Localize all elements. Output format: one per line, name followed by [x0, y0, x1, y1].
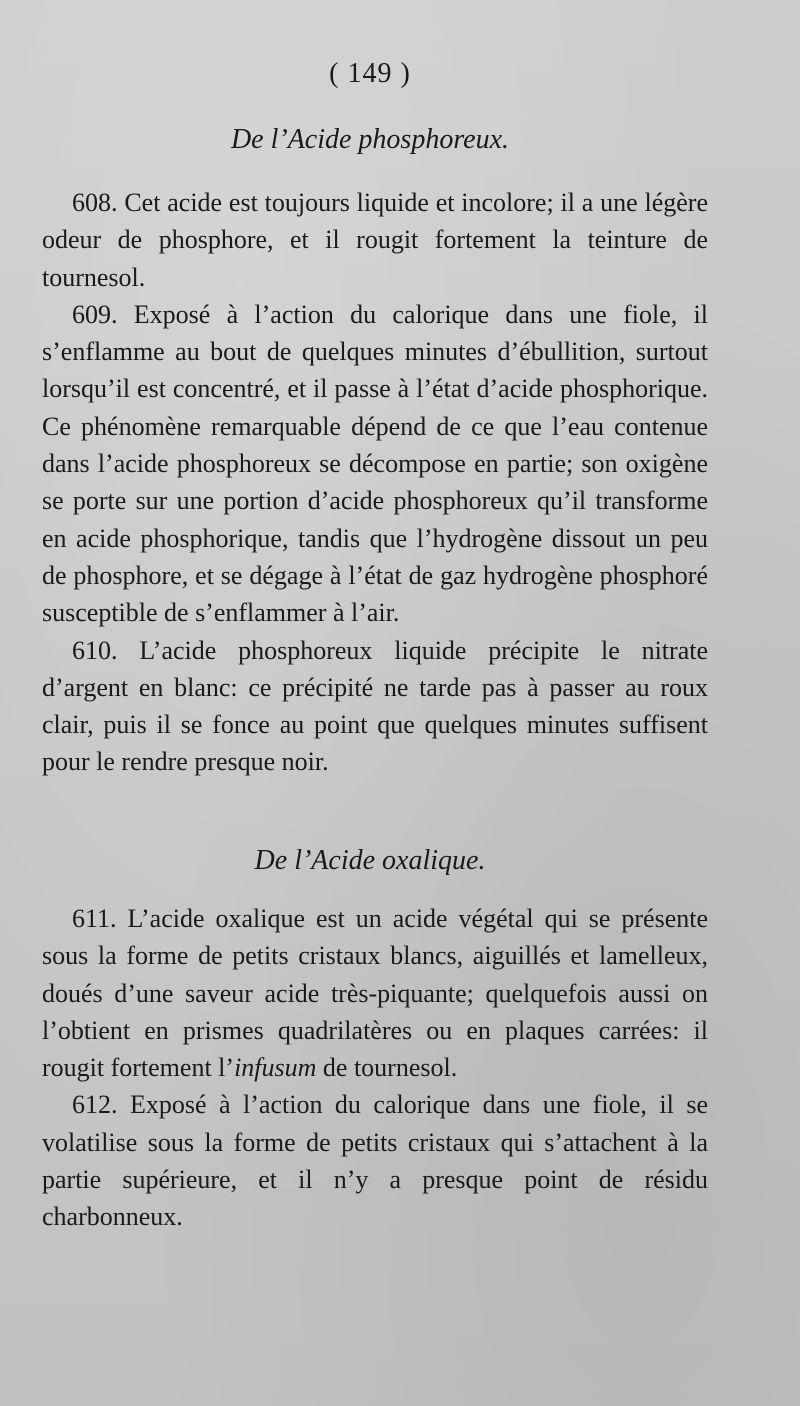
paragraph-number: 610. [72, 635, 118, 665]
paragraph-612 [42, 1086, 708, 1235]
paragraph-text: de tournesol. [316, 1053, 458, 1083]
section-body-oxalic-acid [42, 900, 708, 1236]
paragraph-text: L’acide phosphoreux liquide précipite le nitrate d’argent en blanc: ce précipité ne tarde pas à passer au roux clair, puis il se fonce au point que quelques minutes suffisent pour le rendre presque noir. [42, 635, 708, 777]
paragraph-text: L’acide oxalique est un acide végétal qui se présente sous la forme de petits cristaux blancs, aiguillés et lamelleux, doués d’une saveur acide très-piquante; quelquefois aussi on l’obtient en prismes quadrilatères ou en plaques carrées: il rougit fortement l’ [42, 904, 709, 1083]
paragraph-610 [42, 632, 708, 781]
section-heading-phosphorous-acid: De l’Acide phosphoreux. [230, 124, 510, 155]
section-heading-oxalic-acid: De l’Acide oxalique. [254, 845, 486, 876]
paragraph-611 [42, 900, 708, 1086]
section-body-phosphorous-acid [42, 184, 708, 781]
paragraph-text: Exposé à l’action du calorique dans une fiole, il s’enflamme au bout de quelques minutes d’ébullition, surtout lorsqu’il est concentré, et il passe à l’état d’acide phosphorique. Ce phénomène remarquable dépend de ce que l’eau contenue dans l’acide phosphoreux se décompose en partie; son oxigène se porte sur une portion d’acide phosphoreux qu’il transforme en acide phosphorique, tandis que l’hydrogène dissout un peu de phosphore, et se dégage à l’état de gaz hydrogène phosphoré susceptible de s’enflammer à l’air. [42, 299, 708, 628]
paragraph-609 [42, 296, 708, 632]
paragraph-text: Cet acide est toujours liquide et incolore; il a une légère odeur de phosphore, et il rougit fortement la teinture de tournesol. [42, 188, 709, 292]
paragraph-text-italic: infusum [234, 1053, 317, 1083]
paragraph-text: Exposé à l’action du calorique dans une fiole, il se volatilise sous la forme de petits cristaux qui s’attachent à la partie supérieure, et il n’y a presque point de résidu charbonneux. [42, 1090, 708, 1232]
paragraph-number: 609. [72, 299, 118, 329]
paragraph-number: 611. [72, 904, 117, 933]
page-number: ( 149 ) [329, 58, 411, 89]
paragraph-number: 608. [72, 188, 118, 217]
paragraph-number: 612. [72, 1090, 118, 1120]
paragraph-608 [42, 184, 708, 296]
